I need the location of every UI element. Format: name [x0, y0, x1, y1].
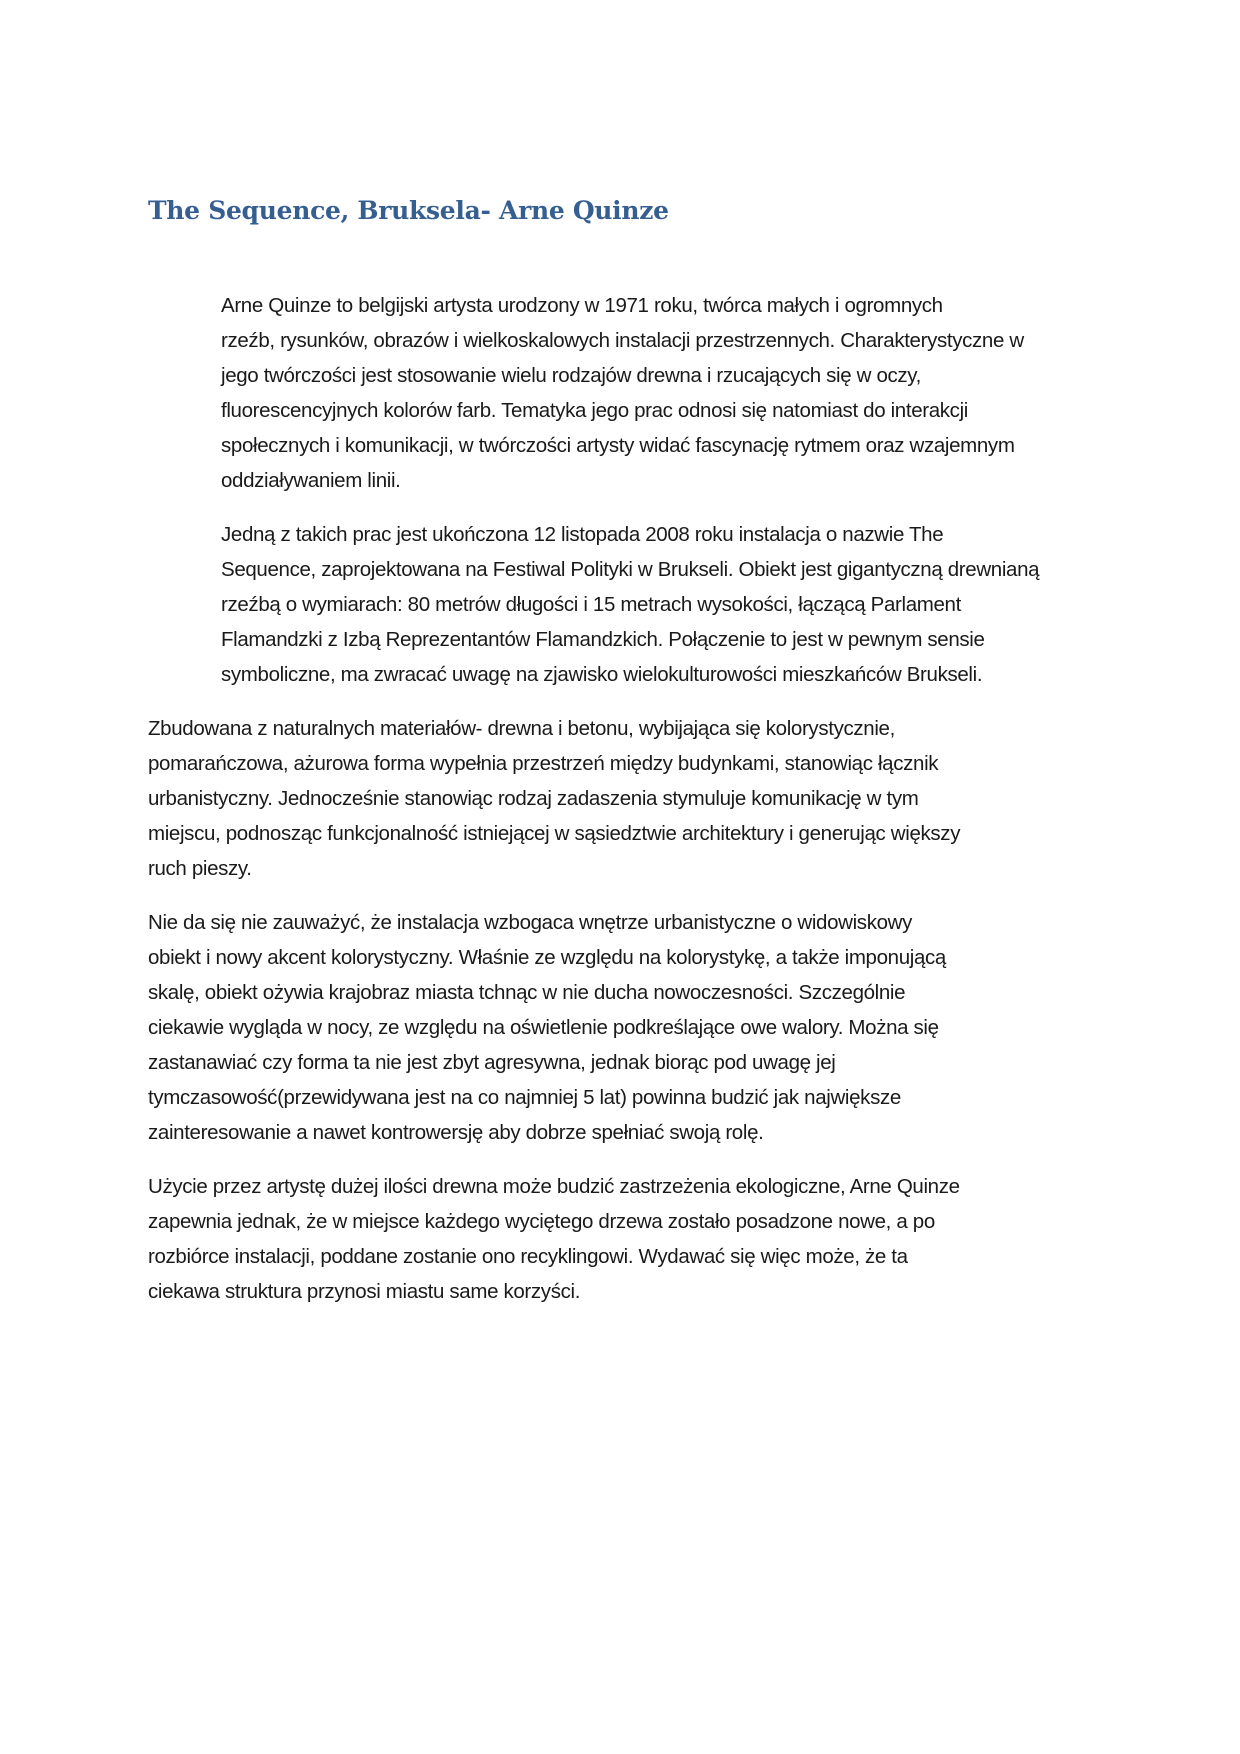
text-line: tymczasowość(przewidywana jest na co najmniej 5 lat) powinna budzić jak największe — [148, 1086, 901, 1109]
text-line: zastanawiać czy forma ta nie jest zbyt agresywna, jednak biorąc pod uwagę jej — [148, 1051, 836, 1074]
text-line: miejscu, podnosząc funkcjonalność istniejącej w sąsiedztwie architektury i generując większy — [148, 822, 961, 845]
paragraph — [148, 905, 1098, 1150]
text-line: obiekt i nowy akcent kolorystyczny. Właśnie ze względu na kolorystykę, a także imponującą — [148, 946, 946, 969]
text-line: rozbiórce instalacji, poddane zostanie ono recyklingowi. Wydawać się więc może, że ta — [148, 1245, 908, 1268]
text-line: Flamandzki z Izbą Reprezentantów Flamandzkich. Połączenie to jest w pewnym sensie — [221, 628, 985, 651]
paragraph — [148, 711, 1098, 886]
paragraph — [148, 517, 1098, 692]
text-line: Jedną z takich prac jest ukończona 12 listopada 2008 roku instalacja o nazwie The — [221, 523, 944, 546]
text-line: rzeźb, rysunków, obrazów i wielkoskalowych instalacji przestrzennych. Charakterystyczne w — [221, 329, 1024, 352]
text-line: urbanistyczny. Jednocześnie stanowiąc rodzaj zadaszenia stymuluje komunikację w tym — [148, 787, 919, 810]
text-line: oddziaływaniem linii. — [221, 469, 401, 492]
document-body — [148, 288, 1098, 1328]
text-line: fluorescencyjnych kolorów farb. Tematyka jego prac odnosi się natomiast do interakcji — [221, 399, 968, 422]
text-line: ciekawa struktura przynosi miastu same korzyści. — [148, 1280, 581, 1303]
text-line: Arne Quinze to belgijski artysta urodzony w 1971 roku, twórca małych i ogromnych — [221, 294, 943, 317]
text-line: jego twórczości jest stosowanie wielu rodzajów drewna i rzucających się w oczy, — [221, 364, 922, 387]
text-line: Nie da się nie zauważyć, że instalacja wzbogaca wnętrze urbanistyczne o widowiskowy — [148, 911, 912, 934]
paragraph — [148, 288, 1098, 498]
text-line: społecznych i komunikacji, w twórczości artysty widać fascynację rytmem oraz wzajemnym — [221, 434, 1015, 457]
text-line: ciekawie wygląda w nocy, ze względu na oświetlenie podkreślające owe walory. Można się — [148, 1016, 939, 1039]
text-line: rzeźbą o wymiarach: 80 metrów długości i 15 metrach wysokości, łączącą Parlament — [221, 593, 961, 616]
text-line: zainteresowanie a nawet kontrowersję aby dobrze spełniać swoją rolę. — [148, 1121, 764, 1144]
text-line: symboliczne, ma zwracać uwagę na zjawisko wielokulturowości mieszkańców Brukseli. — [221, 663, 983, 686]
text-line: Zbudowana z naturalnych materiałów- drewna i betonu, wybijająca się kolorystycznie, — [148, 717, 895, 740]
paragraph — [148, 1169, 1098, 1309]
document-title: The Sequence, Bruksela- Arne Quinze — [148, 196, 669, 225]
text-line: Użycie przez artystę dużej ilości drewna może budzić zastrzeżenia ekologiczne, Arne Quinze — [148, 1175, 960, 1198]
text-line: skalę, obiekt ożywia krajobraz miasta tchnąc w nie ducha nowoczesności. Szczególnie — [148, 981, 906, 1004]
text-line: pomarańczowa, ażurowa forma wypełnia przestrzeń między budynkami, stanowiąc łącznik — [148, 752, 939, 775]
text-line: ruch pieszy. — [148, 857, 252, 880]
text-line: zapewnia jednak, że w miejsce każdego wyciętego drzewa zostało posadzone nowe, a po — [148, 1210, 935, 1233]
text-line: Sequence, zaprojektowana na Festiwal Polityki w Brukseli. Obiekt jest gigantyczną drewnianą — [221, 558, 1040, 581]
